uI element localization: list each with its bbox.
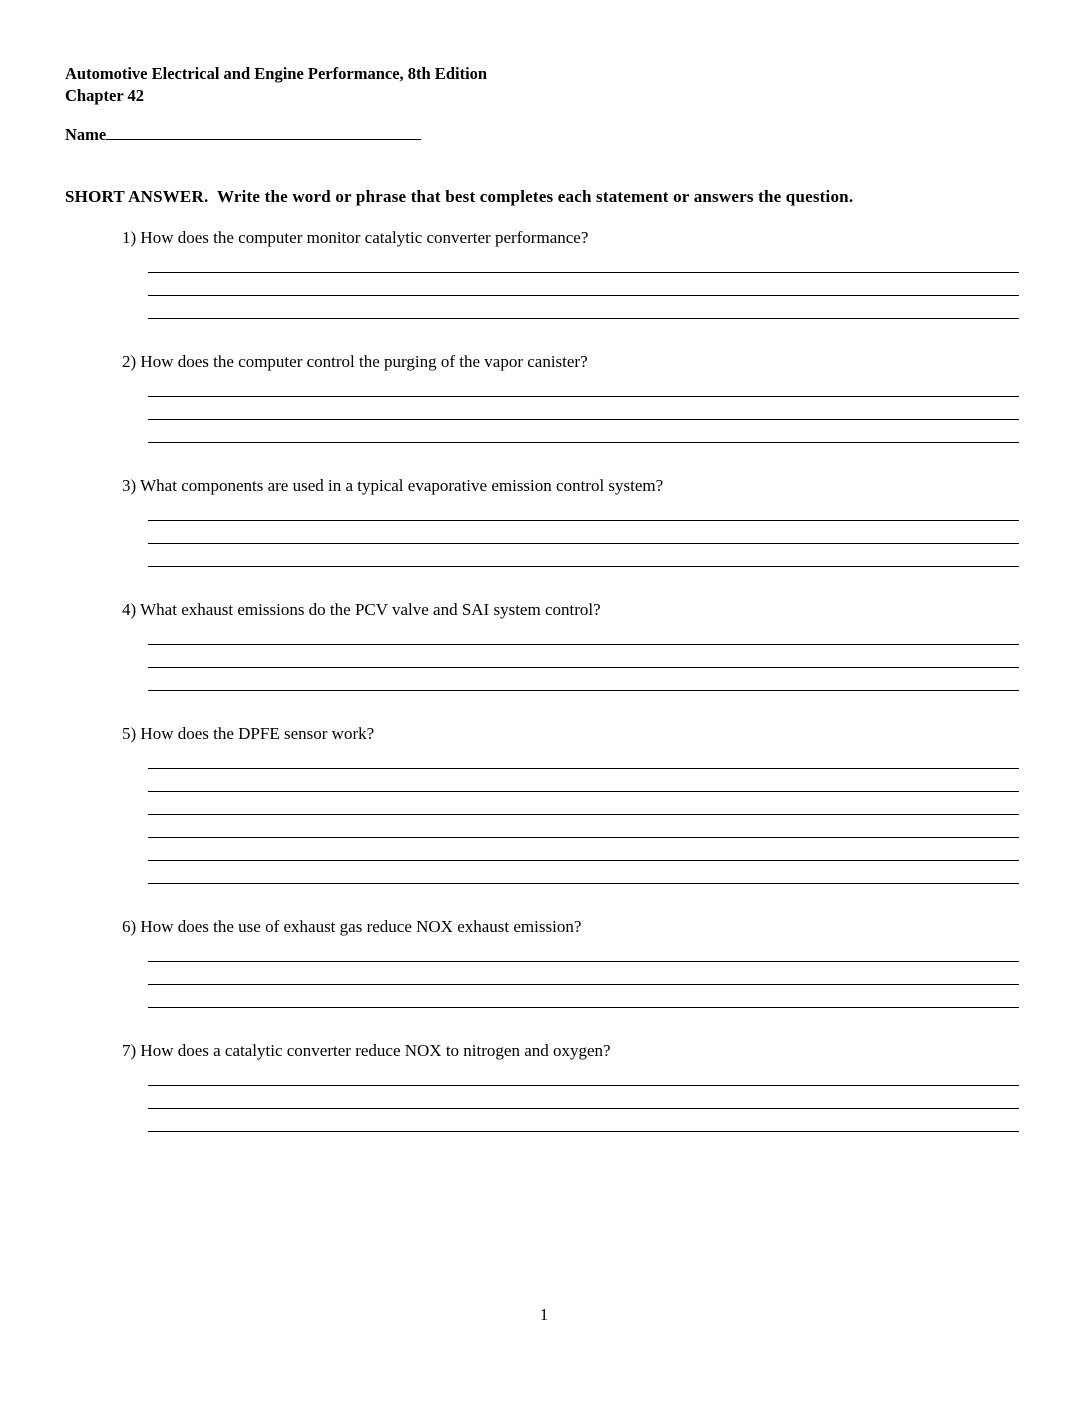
question-text [122, 475, 1088, 496]
answer-line [148, 1063, 1019, 1086]
name-label: Name [65, 125, 107, 144]
answer-lines [148, 622, 1019, 691]
question-body: How does the computer control the purging of the vapor canister? [140, 352, 588, 371]
answer-line [148, 420, 1019, 443]
question-text [122, 351, 1088, 372]
answer-line [148, 1109, 1019, 1132]
question-number: 3) [122, 476, 137, 495]
answer-line [148, 521, 1019, 544]
question-text [122, 599, 1088, 620]
answer-line [148, 1086, 1019, 1109]
answer-line [148, 746, 1019, 769]
question-block [0, 916, 1088, 1008]
question-body: What exhaust emissions do the PCV valve and SAI system control? [140, 600, 601, 619]
question-number: 7) [122, 1041, 137, 1060]
answer-lines [148, 374, 1019, 443]
answer-line [148, 498, 1019, 521]
answer-lines [148, 1063, 1019, 1132]
answer-line [148, 792, 1019, 815]
question-block [0, 599, 1088, 691]
questions-list [0, 227, 1088, 1164]
question-number: 4) [122, 600, 137, 619]
question-body: What components are used in a typical evaporative emission control system? [140, 476, 664, 495]
answer-line [148, 645, 1019, 668]
answer-line [148, 838, 1019, 861]
book-title: Automotive Electrical and Engine Performance, 8th Edition [65, 64, 488, 83]
page-number: 1 [539, 1305, 549, 1324]
answer-lines [148, 498, 1019, 567]
question-text [122, 723, 1088, 744]
question-block [0, 475, 1088, 567]
answer-lines [148, 746, 1019, 884]
question-number: 5) [122, 724, 137, 743]
name-row [65, 122, 421, 145]
question-text [122, 1040, 1088, 1061]
question-number: 2) [122, 352, 137, 371]
question-block [0, 351, 1088, 443]
answer-line [148, 273, 1019, 296]
answer-line [148, 815, 1019, 838]
answer-line [148, 250, 1019, 273]
answer-line [148, 544, 1019, 567]
question-body: How does a catalytic converter reduce NOX to nitrogen and oxygen? [140, 1041, 611, 1060]
section-heading: SHORT ANSWER. Write the word or phrase that best completes each statement or answers the question. [65, 187, 854, 206]
question-text [122, 227, 1088, 248]
document-header [65, 63, 487, 107]
answer-line [148, 962, 1019, 985]
name-blank-line [106, 122, 421, 140]
question-block [0, 1040, 1088, 1132]
question-text [122, 916, 1088, 937]
question-body: How does the DPFE sensor work? [140, 724, 375, 743]
answer-line [148, 296, 1019, 319]
answer-line [148, 985, 1019, 1008]
question-number: 6) [122, 917, 137, 936]
answer-lines [148, 939, 1019, 1008]
answer-line [148, 861, 1019, 884]
answer-line [148, 374, 1019, 397]
answer-line [148, 622, 1019, 645]
chapter-title: Chapter 42 [65, 86, 144, 105]
answer-line [148, 939, 1019, 962]
question-body: How does the use of exhaust gas reduce NOX exhaust emission? [140, 917, 582, 936]
answer-lines [148, 250, 1019, 319]
question-number: 1) [122, 228, 137, 247]
answer-line [148, 769, 1019, 792]
question-block [0, 227, 1088, 319]
question-body: How does the computer monitor catalytic converter performance? [140, 228, 589, 247]
answer-line [148, 397, 1019, 420]
question-block [0, 723, 1088, 884]
answer-line [148, 668, 1019, 691]
